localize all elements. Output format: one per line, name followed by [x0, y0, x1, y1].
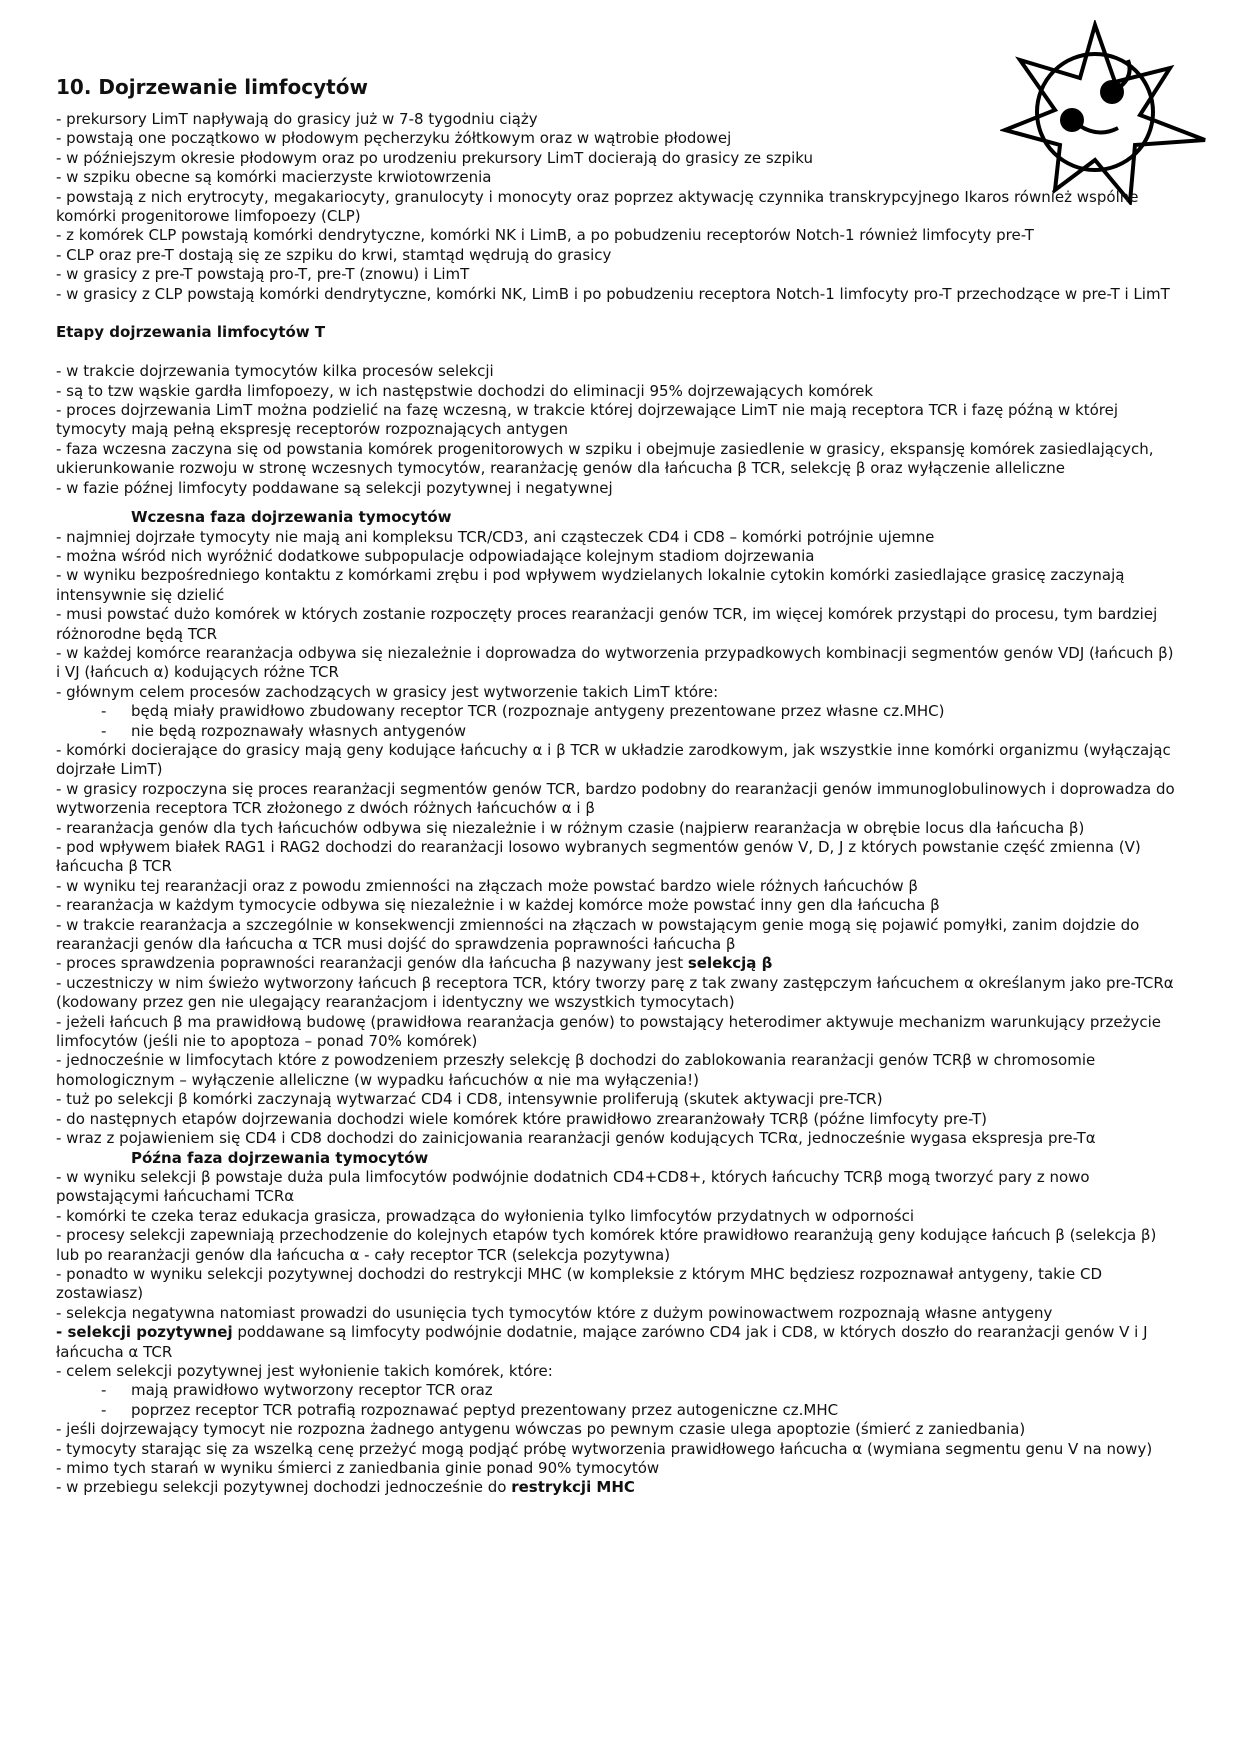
sub-list-item-text: mają prawidłowo wytworzony receptor TCR oraz [131, 1381, 493, 1400]
list-item: - pod wpływem białek RAG1 i RAG2 dochodzi do rearanżacji losowo wybranych segmentów genów V, D, J z których powstanie część zmienna (V) łańcucha β TCR [56, 838, 1141, 876]
list-item: - prekursory LimT napływają do grasicy już w 7-8 tygodniu ciąży [56, 110, 538, 128]
list-item: - w grasicy z pre-T powstają pro-T, pre-T (znowu) i LimT [56, 265, 470, 284]
list-item: - procesy selekcji zapewniają przechodzenie do kolejnych etapów tych komórek które prawidłowo rearanżują geny kodujące łańcuch β (selekcja β) lub po rearanżacji genów dla łańcucha α - cały receptor TCR (selekcja pozytywna) [56, 1226, 1157, 1264]
list-item-text: poddawane są limfocyty podwójnie dodatnie, mające zarówno CD4 jak i CD8, w których doszło do rearanżacji genów V i J łańcucha α TCR [56, 1323, 1148, 1361]
bold-term: - selekcji pozytywnej [56, 1323, 233, 1342]
list-item: - głównym celem procesów zachodzących w grasicy jest wytworzenie takich LimT które: [56, 682, 719, 701]
list-item: - w wyniku selekcji β powstaje duża pula limfocytów podwójnie dodatnich CD4+CD8+, których łańcuchy TCRβ mogą tworzyć pary z nowo powstającymi łańcuchami TCRα [56, 1167, 1090, 1206]
list-item-text: - proces sprawdzenia poprawności rearanżacji genów dla łańcucha β nazywany jest [56, 954, 688, 973]
etapy-list [56, 362, 1180, 498]
sub-list-item: - poprzez receptor TCR potrafią rozpoznawać peptyd prezentowany przez autogeniczne cz.MHC [101, 1400, 839, 1419]
list-item: - w późniejszym okresie płodowym oraz po urodzeniu prekursory LimT docierają do grasicy ze szpiku [56, 148, 814, 167]
page-title: 10. Dojrzewanie limfocytów [56, 75, 368, 99]
section-heading-etapy: Etapy dojrzewania limfocytów T [56, 323, 326, 342]
list-item-selekcja-beta [56, 954, 1180, 973]
list-item: - komórki docierające do grasicy mają geny kodujące łańcuchy α i β TCR w układzie zarodkowym, jak wszystkie inne komórki organizmu (wyłączając dojrzałe LimT) [56, 740, 1171, 779]
pozna-list [56, 1168, 1180, 1498]
list-item: - są to tzw wąskie gardła limfopoezy, w ich następstwie dochodzi do eliminacji 95% dojrzewających komórek [56, 381, 874, 400]
sub-list-item-text: będą miały prawidłowo zbudowany receptor TCR (rozpoznaje antygeny prezentowane przez własne cz.MHC) [131, 702, 945, 721]
list-item: - jednocześnie w limfocytach które z powodzeniem przeszły selekcję β dochodzi do zablokowania rearanżacji genów TCRβ w chromosomie homologicznym – wyłączenie alleliczne (w wypadku łańcuchów α nie ma wyłączenia!) [56, 1051, 1096, 1089]
list-item: - rearanżacja w każdym tymocycie odbywa się niezależnie i w każdej komórce może powstać inny gen dla łańcucha β [56, 896, 940, 915]
list-item: - w grasicy rozpoczyna się proces rearanżacji segmentów genów TCR, bardzo podobny do rearanżacji genów immunoglobulinowych i doprowadza do wytworzenia receptora TCR złożonego z dwóch różnych łańcuchów α i β [56, 779, 1175, 818]
list-item: - mimo tych starań w wyniku śmierci z zaniedbania ginie ponad 90% tymocytów [56, 1459, 660, 1477]
list-item: - tymocyty starając się za wszelką cenę przeżyć mogą podjąć próbę wytworzenia prawidłowego łańcucha α (wymiana segmentu genu V na nowy) [56, 1439, 1153, 1458]
sub-list-item: - nie będą rozpoznawały własnych antygenów [101, 721, 467, 740]
wczesna-list [56, 528, 1180, 1149]
list-item: - wraz z pojawieniem się CD4 i CD8 dochodzi do zainicjowania rearanżacji genów kodujących TCRα, jednocześnie wygasa ekspresja pre-Tα [56, 1129, 1096, 1148]
list-item: - w każdej komórce rearanżacja odbywa się niezależnie i doprowadza do wytworzenia przypadkowych kombinacji segmentów genów VDJ (łańcuch β) i VJ (łańcuch α) kodujących różne TCR [56, 643, 1174, 682]
list-item-restrykcja [56, 1478, 1180, 1497]
sub-list-item-text: nie będą rozpoznawały własnych antygenów [131, 721, 467, 740]
list-item: - w wyniku tej rearanżacji oraz z powodu zmienności na złączach może powstać bardzo wiele różnych łańcuchów β [56, 876, 918, 895]
list-item: - jeżeli łańcuch β ma prawidłową budowę (prawidłowa rearanżacja genów) to powstający heterodimer aktywuje mechanizm warunkujący przeżycie limfocytów (jeśli nie to apoptoza – ponad 70% komórek) [56, 1012, 1162, 1051]
list-item: - CLP oraz pre-T dostają się ze szpiku do krwi, stamtąd wędrują do grasicy [56, 245, 612, 264]
section-heading-pozna: Późna faza dojrzewania tymocytów [131, 1148, 429, 1167]
sub-list-item: - będą miały prawidłowo zbudowany receptor TCR (rozpoznaje antygeny prezentowane przez własne cz.MHC) [101, 702, 945, 721]
list-item: - z komórek CLP powstają komórki dendrytyczne, komórki NK i LimB, a po pobudzeniu receptorów Notch-1 również limfocyty pre-T [56, 226, 1034, 245]
list-item: - selekcja negatywna natomiast prowadzi do usunięcia tych tymocytów które z dużym powinowactwem rozpoznają własne antygeny [56, 1303, 1053, 1322]
list-item: - można wśród nich wyróżnić dodatkowe subpopulacje odpowiadające kolejnym stadiom dojrzewania [56, 546, 815, 565]
list-item: - najmniej dojrzałe tymocyty nie mają ani kompleksu TCR/CD3, ani cząsteczek CD4 i CD8 – komórki potrójnie ujemne [56, 527, 935, 546]
list-item: - faza wczesna zaczyna się od powstania komórek progenitorowych w szpiku i obejmuje zasiedlenie w grasicy, ekspansję komórek zasiedlających, ukierunkowanie rozwoju w stronę wczesnych tymocytów, rearanżację genów dla łańcucha β TCR, selekcję β oraz wyłączenie alleliczne [56, 439, 1154, 478]
list-item: - rearanżacja genów dla tych łańcuchów odbywa się niezależnie i w różnym czasie (najpierw rearanżacja w obrębie locus dla łańcucha β) [56, 818, 1085, 837]
list-item-text: - w przebiegu selekcji pozytywnej dochodzi jednocześnie do [56, 1478, 512, 1497]
list-item: - uczestniczy w nim świeżo wytworzony łańcuch β receptora TCR, który tworzy parę z tak zwany zastępczym łańcuchem α określanym jako pre-TCRα (kodowany przez gen nie ulegający rearanżacjom i identyczny we wszystkich tymocytach) [56, 973, 1174, 1012]
sub-list-item-text: poprzez receptor TCR potrafią rozpoznawać peptyd prezentowany przez autogeniczne cz.MHC [131, 1400, 839, 1419]
sub-list-item: - mają prawidłowo wytworzony receptor TCR oraz [101, 1381, 493, 1400]
list-item: - tuż po selekcji β komórki zaczynają wytwarzać CD4 i CD8, intensywnie proliferują (skutek aktywacji pre-TCR) [56, 1090, 883, 1109]
list-item: - powstają z nich erytrocyty, megakariocyty, granulocyty i monocyty oraz poprzez aktywację czynnika transkrypcyjnego Ikaros również wspólne komórki progenitorowe limfopoezy (CLP) [56, 187, 1139, 226]
list-item: - w wyniku bezpośredniego kontaktu z komórkami zrębu i pod wpływem wydzielanych lokalnie cytokin komórki zasiedlające grasicę zaczynają intensywnie się dzielić [56, 566, 1125, 604]
list-item: - w trakcie dojrzewania tymocytów kilka procesów selekcji [56, 362, 494, 381]
list-item-selekcja-pozytywna [56, 1323, 1180, 1362]
list-item: - proces dojrzewania LimT można podzielić na fazę wczesną, w trakcie której dojrzewające LimT nie mają receptora TCR i fazę późną w której tymocyty mają pełną ekspresję receptorów rozpoznających antygen [56, 401, 1119, 439]
bold-term: selekcją β [687, 954, 773, 973]
list-item: - musi powstać dużo komórek w których zostanie rozpoczęty proces rearanżacji genów TCR, im więcej komórek przystąpi do procesu, tym bardziej różnorodne będą TCR [56, 605, 1158, 643]
bold-term: restrykcji MHC [511, 1478, 635, 1497]
section-heading-wczesna: Wczesna faza dojrzewania tymocytów [131, 508, 452, 527]
list-item: - w fazie późnej limfocyty poddawane są selekcji pozytywnej i negatywnej [56, 478, 613, 497]
list-item: - celem selekcji pozytywnej jest wyłonienie takich komórek, które: [56, 1361, 553, 1380]
list-item: - powstają one początkowo w płodowym pęcherzyku żółtkowym oraz w wątrobie płodowej [56, 129, 732, 148]
list-item: - do następnych etapów dojrzewania dochodzi wiele komórek które prawidłowo zrearanżowały TCRβ (późne limfocyty pre-T) [56, 1109, 988, 1128]
document-page [56, 62, 1180, 1498]
list-item: - komórki te czeka teraz edukacja grasicza, prowadząca do wyłonienia tylko limfocytów przydatnych w odporności [56, 1206, 914, 1225]
list-item: - ponadto w wyniku selekcji pozytywnej dochodzi do restrykcji MHC (w kompleksie z którym MHC będziesz rozpoznawał antygeny, takie CD zostawiasz) [56, 1264, 1103, 1303]
list-item: - w trakcie rearanżacja a szczególnie w konsekwencji zmienności na złączach w powstającym genie mogą się pojawić pomyłki, zanim dojdzie do rearanżacji genów dla łańcucha α TCR musi dojść do sprawdzenia poprawności łańcucha β [56, 915, 1140, 954]
list-item: - w szpiku obecne są komórki macierzyste krwiotowrzenia [56, 168, 492, 187]
intro-list [56, 110, 1180, 304]
list-item: - jeśli dojrzewający tymocyt nie rozpozna żadnego antygenu wówczas po pewnym czasie ulega apoptozie (śmierć z zaniedbania) [56, 1420, 1026, 1439]
list-item: - w grasicy z CLP powstają komórki dendrytyczne, komórki NK, LimB i po pobudzeniu receptora Notch-1 limfocyty pro-T przechodzące w pre-T i LimT [56, 284, 1170, 303]
